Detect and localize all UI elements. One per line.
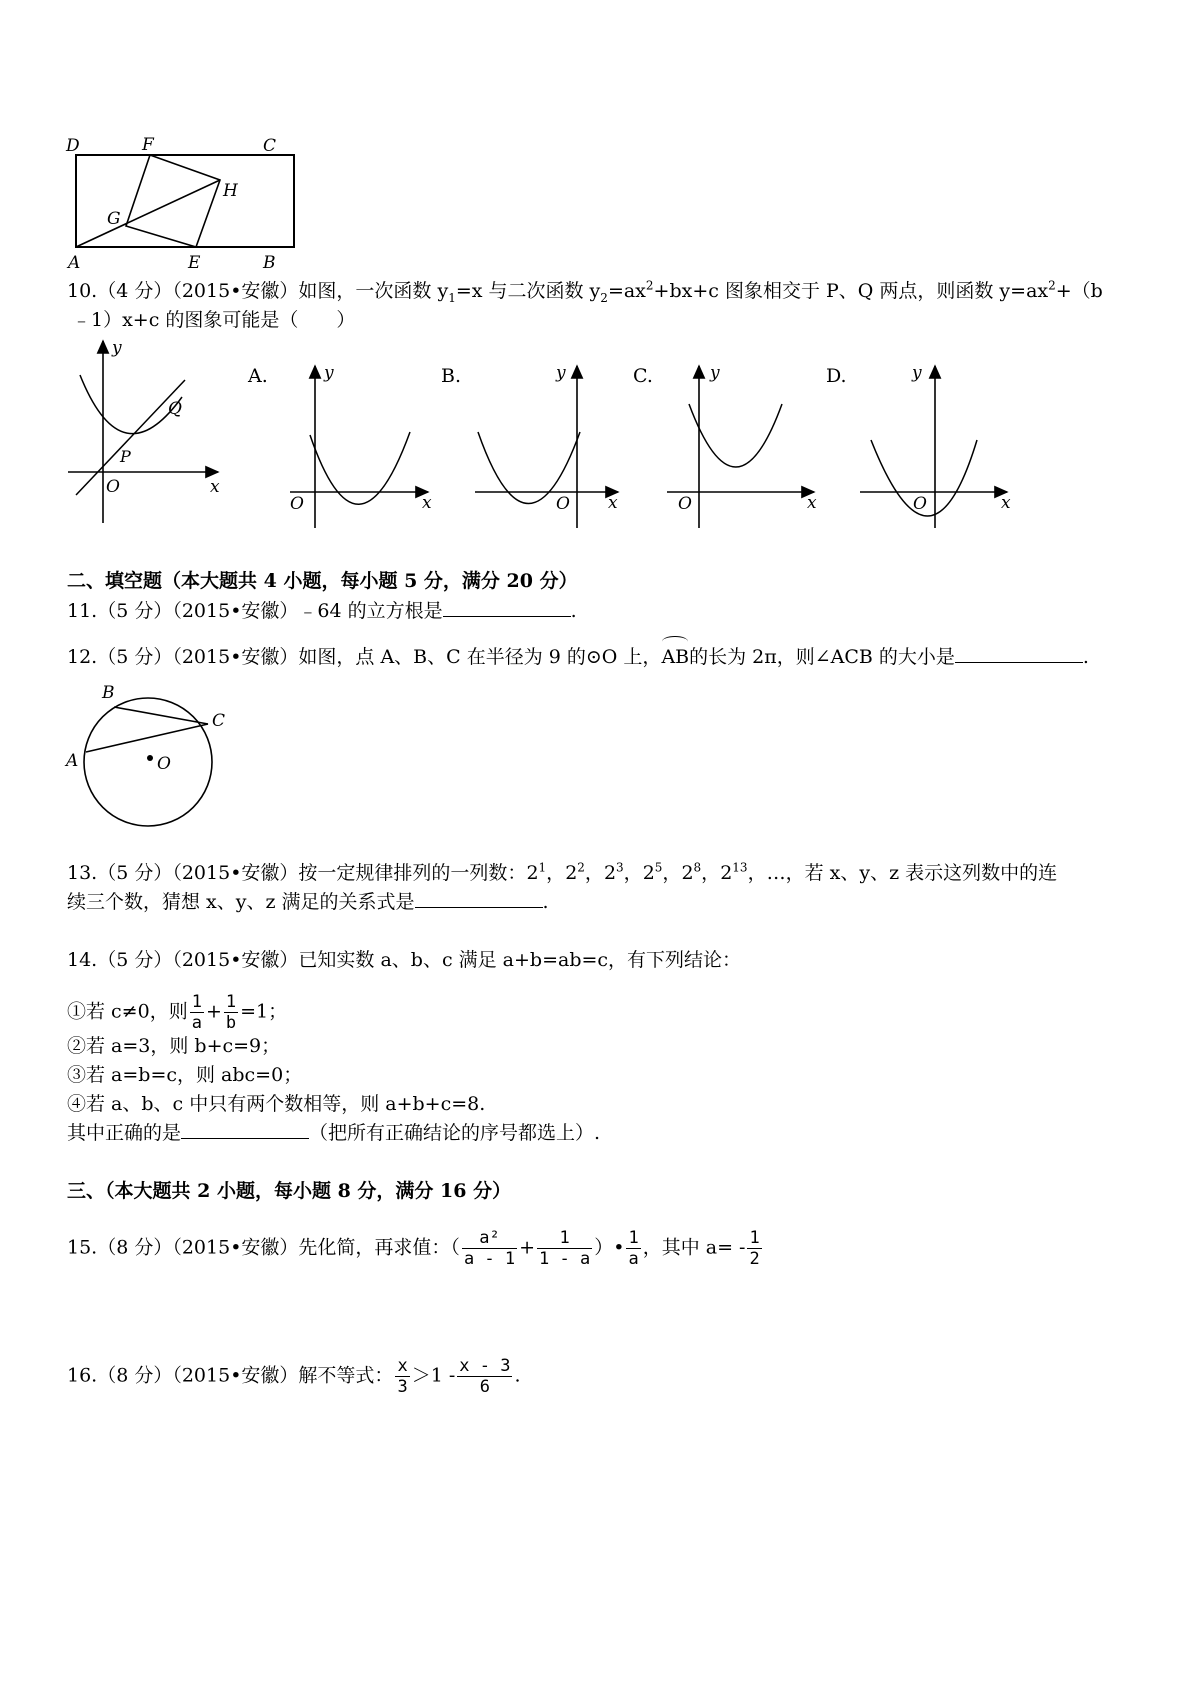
section-2-heading: 二、填空题（本大题共 4 小题，每小题 5 分，满分 20 分） <box>67 570 578 592</box>
diagonal-ah <box>76 180 220 247</box>
q10-sup2: 2 <box>1048 278 1056 293</box>
q11-end: . <box>570 600 577 622</box>
axis-x-label: x <box>422 493 432 513</box>
label-b: B <box>102 683 115 703</box>
q14 <box>67 945 741 975</box>
center-point <box>147 755 153 761</box>
answer-blank[interactable] <box>415 889 543 908</box>
axis-x-label: x <box>807 493 817 513</box>
q12-circle-figure <box>60 680 240 830</box>
question-meta: （8 分）（2015•安徽） <box>97 1364 299 1387</box>
q10-text-c: =ax <box>607 280 646 302</box>
label-d: D <box>66 136 80 156</box>
power-4: $2^5$ <box>642 860 663 884</box>
q10-sub1: 1 <box>448 290 456 305</box>
q16-text: 解不等式： <box>298 1364 394 1387</box>
fraction-1-over-a: $\frac{1}{a}$ <box>628 1228 639 1269</box>
q13-end: . <box>542 891 549 913</box>
label-c: C <box>212 711 226 731</box>
q11-text: ﹣64 的立方根是 <box>298 600 443 622</box>
c1-text-a: ①若 c≠0，则 <box>67 1000 188 1023</box>
chord-bc <box>114 707 208 724</box>
label-b: B <box>263 253 276 273</box>
answer-blank[interactable] <box>181 1120 309 1139</box>
fraction-1-over-2: $\frac{1}{2}$ <box>749 1228 760 1269</box>
q11 <box>67 596 577 626</box>
question-meta: （5 分）（2015•安徽） <box>97 646 299 668</box>
fraction-1-over-b: $\frac{1}{b}$ <box>225 992 237 1033</box>
origin-label: O <box>290 494 304 514</box>
arc-ab: AB <box>661 642 689 672</box>
rectangle-abcd <box>76 155 294 247</box>
power-1: $2^1$ <box>526 860 547 884</box>
section-3-heading: 三、（本大题共 2 小题，每小题 8 分，满分 16 分） <box>67 1180 512 1202</box>
label-h: H <box>223 181 238 201</box>
axis-x-label: x <box>608 493 618 513</box>
question-meta: （8 分）（2015•安徽） <box>97 1236 299 1259</box>
q15 <box>67 1228 764 1276</box>
axis-y-label: y <box>556 363 566 383</box>
point-q-label: Q <box>168 399 182 419</box>
q14-conclusion-3: ③若 a=b=c，则 abc=0； <box>67 1064 303 1086</box>
answer-blank[interactable] <box>443 598 571 617</box>
q13-line1: 13.（5 分）（2015•安徽）按一定规律排列的一列数：$2^1$，$2^2$，$2^3$，$2^5$，$2^8$，$2^{13}$，…，若 x、y、z 表示这列数中的连 <box>67 860 1058 884</box>
q10-sup1: 2 <box>645 278 654 293</box>
q12-text-a: 如图，点 A、B、C 在半径为 9 的⊙O 上， <box>298 646 662 668</box>
q10-text-e: +（b <box>1055 280 1103 302</box>
chord-ac <box>86 724 208 752</box>
fraction-1-over-a: $\frac{1}{a}$ <box>191 992 202 1033</box>
option-b-graph[interactable] <box>470 360 630 530</box>
origin-label: O <box>913 494 927 514</box>
option-b-label[interactable]: B. <box>441 365 462 387</box>
label-g: G <box>107 209 121 229</box>
q13-line2 <box>67 887 549 917</box>
axis-y-label: y <box>912 363 922 383</box>
q14-conclusion-1 <box>67 992 287 1032</box>
q13-ellipsis: …， <box>766 862 805 884</box>
q12 <box>67 642 1089 672</box>
power-2: $2^2$ <box>565 860 585 884</box>
q10-text-d: +bx+c 图象相交于 P、Q 两点，则函数 y=ax <box>653 280 1049 302</box>
q16-gt: ＞1 - <box>411 1364 456 1387</box>
option-c-graph[interactable] <box>662 360 827 530</box>
label-a: A <box>68 253 81 273</box>
plus-sign: + <box>205 1000 222 1023</box>
label-e: E <box>188 253 201 273</box>
q10-text-a: 如图，一次函数 y <box>298 280 449 302</box>
option-c-label[interactable]: C. <box>633 365 653 387</box>
q12-end: . <box>1082 646 1089 668</box>
question-meta: （4 分）（2015•安徽） <box>97 280 299 302</box>
origin-label: O <box>678 494 692 514</box>
q15-text-b: ，其中 a= - <box>642 1236 746 1259</box>
origin-label: O <box>556 494 570 514</box>
q15-text: 先化简，再求值：（ <box>298 1236 460 1259</box>
answer-blank[interactable] <box>955 644 1083 663</box>
q10-text-b: =x 与二次函数 y <box>455 280 601 302</box>
q14-answer-text-a: 其中正确的是 <box>67 1122 182 1144</box>
plus-sign: + <box>519 1236 536 1259</box>
label-c: C <box>263 136 277 156</box>
point-p-label: P <box>120 447 131 466</box>
axis-y-label: y <box>324 363 334 383</box>
option-a-graph[interactable] <box>278 360 438 530</box>
option-d-graph[interactable] <box>855 360 1020 530</box>
q10-line2 <box>72 305 355 335</box>
fraction-x-over-3: $\frac{x}{3}$ <box>397 1356 408 1397</box>
question-number: 10. <box>67 280 98 302</box>
axis-y-label: y <box>710 363 720 383</box>
option-d-label[interactable]: D. <box>826 365 847 387</box>
q12-text-b: 的长为 2π，则∠ACB 的大小是 <box>689 646 955 668</box>
power-6: $2^{13}$ <box>720 860 748 884</box>
fraction-x-minus-3-over-6: $\frac{x - 3}{6}$ <box>459 1356 511 1397</box>
c1-text-b: =1； <box>240 1000 288 1023</box>
fraction-1-over-1-minus-a: $\frac{1}{1 - a}$ <box>539 1228 591 1269</box>
q9-rectangle-figure <box>60 135 310 275</box>
axis-y-label: y <box>112 338 122 358</box>
question-number: 11. <box>67 600 98 622</box>
question-meta: （5 分）（2015•安徽） <box>97 949 299 971</box>
question-number: 16. <box>67 1364 98 1387</box>
q13-text-b: 若 x、y、z 表示这列数中的连 <box>804 862 1058 884</box>
question-number: 12. <box>67 646 98 668</box>
question-meta: （5 分）（2015•安徽） <box>97 862 299 884</box>
label-o: O <box>157 754 171 774</box>
option-a-label[interactable]: A. <box>248 365 268 387</box>
q10-line2-text: ﹣1）x+c 的图象可能是（ ） <box>72 309 356 331</box>
q10-given-figure <box>60 335 230 535</box>
question-number: 14. <box>67 949 98 971</box>
q13-line2-text: 续三个数，猜想 x、y、z 满足的关系式是 <box>67 891 415 913</box>
axis-x-label: x <box>1001 493 1011 513</box>
label-a: A <box>66 751 79 771</box>
q14-answer-text-b: （把所有正确结论的序号都选上）. <box>309 1122 601 1144</box>
q10-line1 <box>67 276 1103 306</box>
question-meta: （5 分）（2015•安徽） <box>97 600 299 622</box>
q13-text-a: 按一定规律排列的一列数： <box>298 862 527 884</box>
circle-o <box>84 698 212 826</box>
power-3: $2^3$ <box>603 860 624 884</box>
label-f: F <box>142 135 154 155</box>
q14-answer <box>67 1118 600 1148</box>
q16 <box>67 1356 520 1404</box>
q14-conclusion-4: ④若 a、b、c 中只有两个数相等，则 a+b+c=8. <box>67 1093 486 1115</box>
q10-sub2: 2 <box>600 290 608 305</box>
q14-conclusion-2: ②若 a=3，则 b+c=9； <box>67 1035 281 1057</box>
q14-text: 已知实数 a、b、c 满足 a+b=ab=c，有下列结论： <box>298 949 742 971</box>
axis-x-label: x <box>210 477 220 497</box>
power-5: $2^8$ <box>681 860 702 884</box>
origin-label: O <box>106 477 120 497</box>
q16-end: . <box>514 1364 521 1387</box>
question-number: 13. <box>67 862 98 884</box>
q15-close: ）• <box>594 1236 625 1259</box>
fraction-a2-over-a-minus-1: $\frac{\text{a²}}{a - 1}$ <box>463 1228 516 1269</box>
question-number: 15. <box>67 1236 98 1259</box>
